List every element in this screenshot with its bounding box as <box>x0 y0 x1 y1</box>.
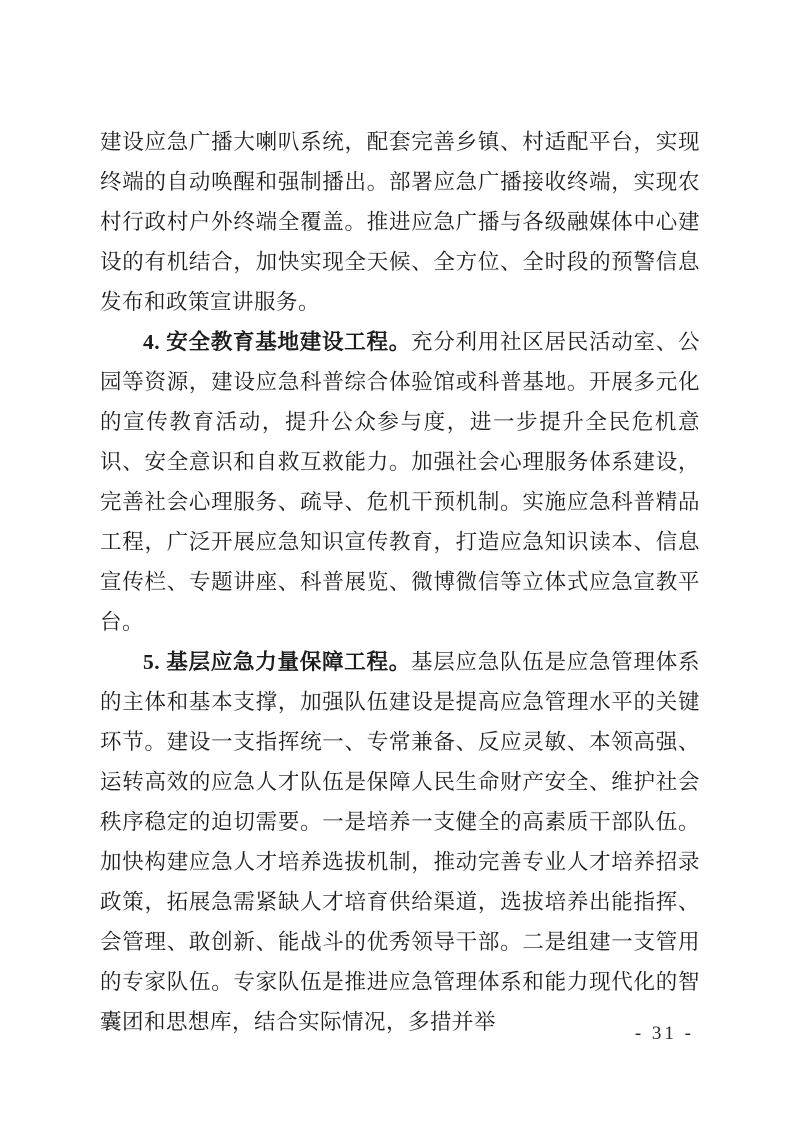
paragraph-text: 基层应急队伍是应急管理体系的主体和基本支撑，加强队伍建设是提高应急管理水平的关键环节。建设一支指挥统一、专常兼备、反应灵敏、本领高强、运转高效的应急人才队伍是保障人民生命财产安全、维护社会秩序稳定的迫切需要。一是培养一支健全的高素质干部队伍。加快构建应急人才培养选拔机制，推动完善专业人才培养招录政策，拓展急需紧缺人才培育供给渠道，选拔培养出能指挥、会管理、敢创新、能战斗的优秀领导干部。二是组建一支管用的专家队伍。专家队伍是推进应急管理体系和能力现代化的智囊团和思想库，结合实际情况，多措并举 <box>100 650 700 1034</box>
paragraph-continuation <box>100 122 700 322</box>
paragraph-heading: 4. 安全教育基地建设工程。 <box>143 330 411 354</box>
paragraph-text: 充分利用社区居民活动室、公园等资源，建设应急科普综合体验馆或科普基地。开展多元化的宣传教育活动，提升公众参与度，进一步提升全民危机意识、安全意识和自救互救能力。加强社会心理服务体系建设，完善社会心理服务、疏导、危机干预机制。实施应急科普精品工程，广泛开展应急知识宣传教育，打造应急知识读本、信息宣传栏、专题讲座、科普展览、微博微信等立体式应急宣教平台。 <box>100 330 700 634</box>
paragraph-item-4 <box>100 322 700 642</box>
page-number: - 31 - <box>634 1023 694 1044</box>
document-body <box>100 122 700 1042</box>
paragraph-item-5 <box>100 642 700 1042</box>
paragraph-heading: 5. 基层应急力量保障工程。 <box>143 650 411 674</box>
paragraph-text: 建设应急广播大喇叭系统，配套完善乡镇、村适配平台，实现终端的自动唤醒和强制播出。部署应急广播接收终端，实现农村行政村户外终端全覆盖。推进应急广播与各级融媒体中心建设的有机结合，加快实现全天候、全方位、全时段的预警信息发布和政策宣讲服务。 <box>100 130 700 314</box>
